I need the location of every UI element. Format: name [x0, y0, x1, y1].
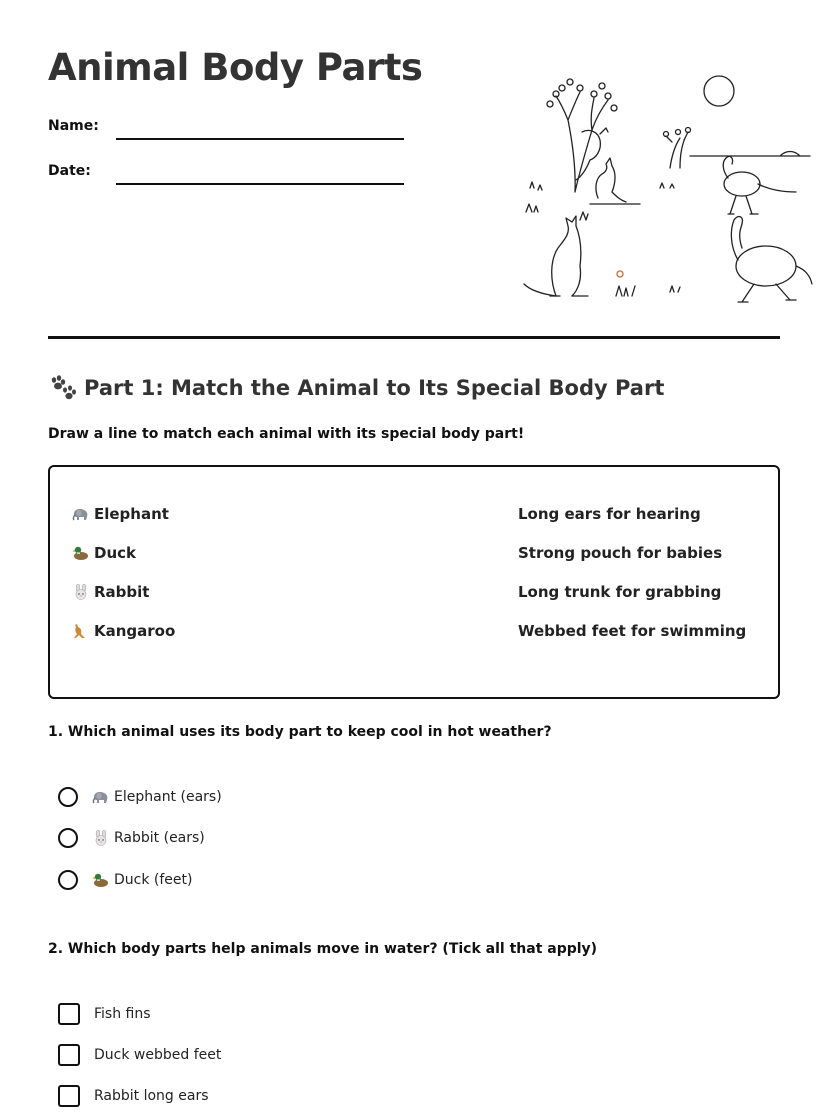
header-divider — [48, 336, 780, 339]
duck-icon — [72, 545, 90, 561]
checkbox[interactable] — [58, 1085, 80, 1107]
q1-option-rabbit[interactable] — [58, 828, 205, 848]
option-label: Fish fins — [94, 1006, 151, 1022]
match-animal-duck[interactable]: Duck — [72, 544, 136, 562]
date-field — [48, 163, 91, 179]
match-part-pouch[interactable]: Strong pouch for babies — [518, 544, 723, 562]
rabbit-icon — [92, 830, 110, 846]
radio-button[interactable] — [58, 870, 78, 890]
option-label: Rabbit long ears — [94, 1088, 209, 1104]
match-part-trunk[interactable]: Long trunk for grabbing — [518, 583, 722, 601]
option-label: Duck webbed feet — [94, 1047, 222, 1063]
outback-animals-illustration — [520, 70, 816, 306]
match-animal-rabbit[interactable]: Rabbit — [72, 583, 149, 601]
page-title: Animal Body Parts — [48, 46, 423, 89]
name-line[interactable] — [116, 138, 404, 140]
rabbit-icon — [72, 584, 90, 600]
match-animal-kangaroo[interactable]: Kangaroo — [72, 622, 175, 640]
part1-title — [48, 374, 664, 402]
match-part-long-ears[interactable]: Long ears for hearing — [518, 505, 701, 523]
elephant-icon — [72, 506, 90, 522]
question-2: 2. Which body parts help animals move in water? (Tick all that apply) — [48, 941, 598, 957]
part1-title-text: Part 1: Match the Animal to Its Special Body Part — [84, 376, 665, 400]
part1-instructions: Draw a line to match each animal with its special body part! — [48, 426, 525, 442]
q2-option-duck-webbed-feet[interactable] — [58, 1044, 221, 1066]
kangaroo-icon — [72, 623, 90, 639]
name-label: Name: — [48, 118, 99, 134]
option-label: Duck (feet) — [114, 872, 193, 888]
checkbox[interactable] — [58, 1003, 80, 1025]
matching-box — [48, 465, 780, 699]
duck-icon — [92, 872, 110, 888]
q1-option-elephant[interactable] — [58, 787, 222, 807]
radio-button[interactable] — [58, 828, 78, 848]
date-line[interactable] — [116, 183, 404, 185]
elephant-icon — [92, 789, 110, 805]
q1-option-duck[interactable] — [58, 870, 192, 890]
q2-option-rabbit-long-ears[interactable] — [58, 1085, 209, 1107]
question-1: 1. Which animal uses its body part to keep cool in hot weather? — [48, 724, 552, 740]
q2-option-fish-fins[interactable] — [58, 1003, 151, 1025]
date-label: Date: — [48, 163, 91, 179]
paw-prints-icon — [48, 374, 78, 402]
match-part-webbed-feet[interactable]: Webbed feet for swimming — [518, 622, 747, 640]
match-animal-elephant[interactable]: Elephant — [72, 505, 169, 523]
name-field — [48, 118, 99, 134]
checkbox[interactable] — [58, 1044, 80, 1066]
option-label: Elephant (ears) — [114, 789, 222, 805]
option-label: Rabbit (ears) — [114, 830, 205, 846]
radio-button[interactable] — [58, 787, 78, 807]
